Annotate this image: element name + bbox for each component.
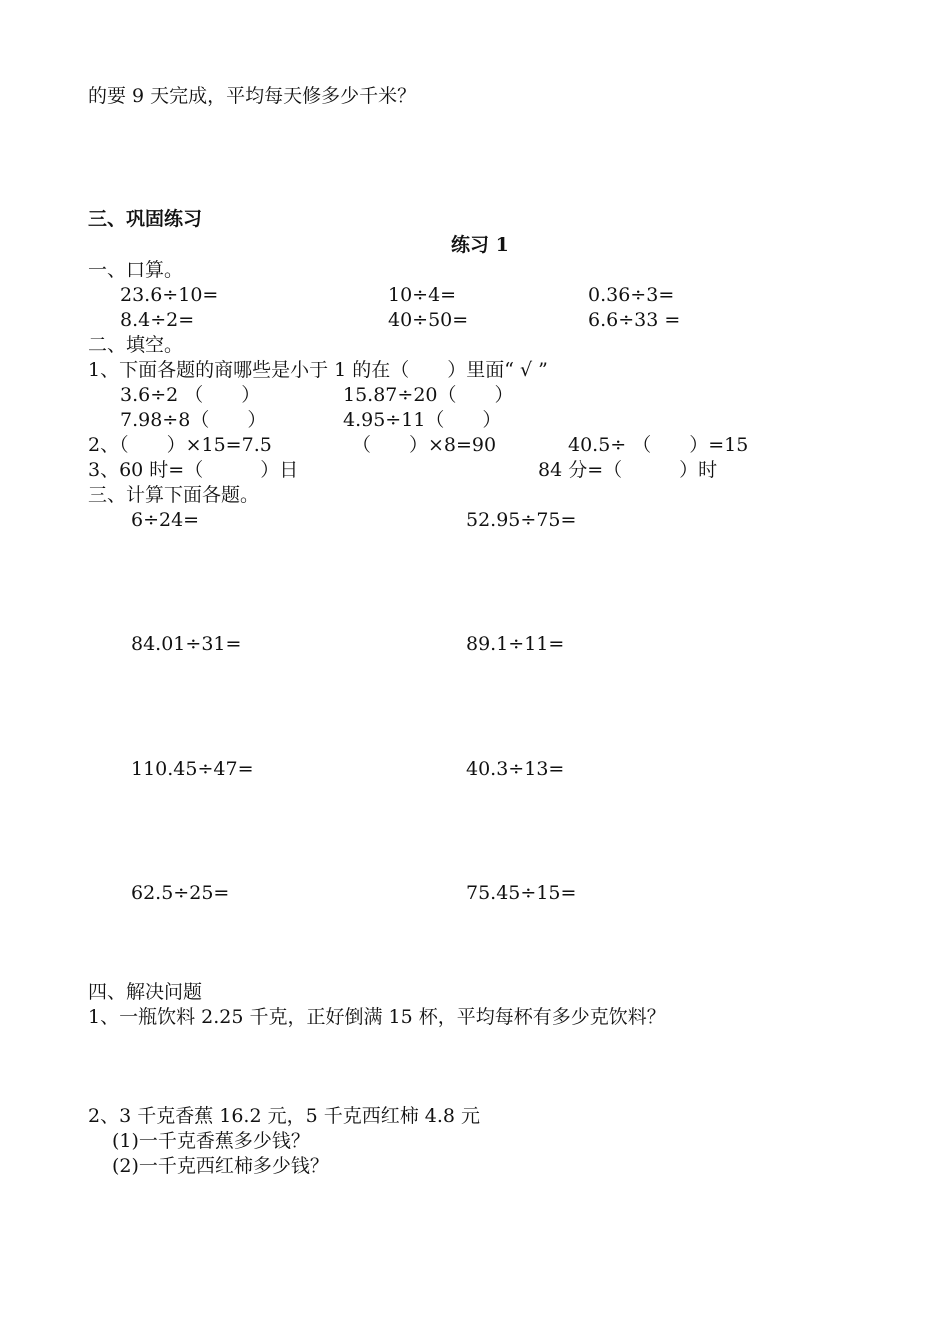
section-heading: 三、巩固练习 [88, 208, 203, 230]
oral-calc-item: 8.4÷2= [120, 309, 195, 331]
calc-item: 75.45÷15= [466, 882, 577, 904]
fill-item: 7.98÷8（ ） [120, 409, 267, 431]
calc-item: 40.3÷13= [466, 758, 565, 780]
word-problem-2-sub: (1)一千克香蕉多少钱？ [112, 1130, 310, 1152]
intro-tail-text: 的要 9 天完成，平均每天修多少千米？ [88, 85, 417, 107]
calc-item: 89.1÷11= [466, 633, 565, 655]
calc-item: 6÷24= [131, 509, 200, 531]
fill-item: 15.87÷20（ ） [343, 384, 514, 406]
fill-question-2: 40.5÷ （ ）=15 [568, 434, 749, 456]
oral-calc-item: 10÷4= [388, 284, 457, 306]
fill-question-2: 2、（ ）×15=7.5 [88, 434, 272, 456]
calc-item: 52.95÷75= [466, 509, 577, 531]
word-problem-2: 2、3 千克香蕉 16.2 元，5 千克西红柿 4.8 元 [88, 1105, 481, 1127]
oral-calc-item: 6.6÷33 = [588, 309, 681, 331]
fill-item: 4.95÷11（ ） [343, 409, 502, 431]
fill-question-3: 84 分=（ ）时 [538, 459, 718, 481]
part1-heading: 一、口算。 [88, 259, 184, 281]
word-problem-2-sub: (2)一千克西红柿多少钱？ [112, 1155, 329, 1177]
fill-question-1: 1、下面各题的商哪些是小于 1 的在（ ）里面“ √ ” [88, 359, 548, 381]
fill-question-2: （ ）×8=90 [352, 434, 497, 456]
oral-calc-item: 0.36÷3= [588, 284, 675, 306]
fill-item: 3.6÷2 （ ） [120, 384, 261, 406]
part4-heading: 四、解决问题 [88, 981, 203, 1003]
word-problem-1: 1、一瓶饮料 2.25 千克，正好倒满 15 杯，平均每杯有多少克饮料？ [88, 1006, 666, 1028]
part3-heading: 三、计算下面各题。 [88, 484, 260, 506]
calc-item: 84.01÷31= [131, 633, 242, 655]
fill-question-3: 3、60 时=（ ）日 [88, 459, 299, 481]
oral-calc-item: 23.6÷10= [120, 284, 219, 306]
practice-title: 练习 1 [451, 234, 509, 256]
oral-calc-item: 40÷50= [388, 309, 469, 331]
part2-heading: 二、填空。 [88, 334, 184, 356]
calc-item: 62.5÷25= [131, 882, 230, 904]
calc-item: 110.45÷47= [131, 758, 254, 780]
